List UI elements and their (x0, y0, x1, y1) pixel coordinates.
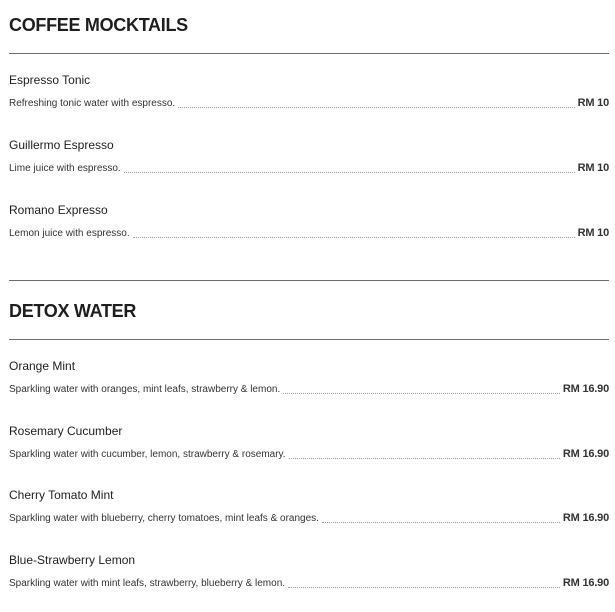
item-price: RM 10 (577, 227, 609, 239)
item-description: Sparkling water with blueberry, cherry tomatoes, mint leafs & oranges. (9, 513, 319, 524)
item-price: RM 16.90 (562, 448, 609, 460)
dotted-leader (178, 107, 574, 108)
menu-item[interactable] (9, 73, 609, 110)
item-price: RM 10 (577, 97, 609, 109)
menu-item[interactable] (9, 553, 609, 590)
section-title: DETOX WATER (9, 301, 137, 321)
item-row (9, 161, 609, 175)
item-row (9, 447, 609, 461)
item-name: Cherry Tomato Mint (9, 488, 114, 502)
dotted-leader (322, 522, 560, 523)
section-title: COFFEE MOCKTAILS (9, 15, 188, 35)
menu-item[interactable] (9, 138, 609, 175)
item-description: Sparkling water with cucumber, lemon, strawberry & rosemary. (9, 449, 286, 460)
menu-item[interactable] (9, 359, 609, 396)
item-row (9, 511, 609, 525)
item-description: Sparkling water with mint leafs, strawberry, blueberry & lemon. (9, 578, 286, 589)
menu-item[interactable] (9, 488, 609, 525)
item-description: Lime juice with espresso. (9, 163, 121, 174)
item-name: Rosemary Cucumber (9, 424, 123, 438)
item-row (9, 382, 609, 396)
dotted-leader (283, 393, 560, 394)
section-separator (9, 280, 609, 281)
item-name: Blue-Strawberry Lemon (9, 553, 136, 567)
item-price: RM 16.90 (562, 512, 609, 524)
item-price: RM 16.90 (562, 577, 609, 589)
dotted-leader (124, 172, 575, 173)
item-row (9, 576, 609, 590)
item-row (9, 226, 609, 240)
item-description: Sparkling water with oranges, mint leafs, strawberry & lemon. (9, 384, 281, 395)
item-name: Espresso Tonic (9, 73, 91, 87)
menu-item[interactable] (9, 203, 609, 240)
dotted-leader (289, 458, 560, 459)
section-divider (9, 53, 609, 54)
item-row (9, 96, 609, 110)
dotted-leader (288, 587, 560, 588)
item-name: Guillermo Espresso (9, 138, 114, 152)
menu-item[interactable] (9, 424, 609, 461)
section-divider (9, 339, 609, 340)
item-name: Orange Mint (9, 359, 76, 373)
item-price: RM 16.90 (562, 383, 609, 395)
item-description: Lemon juice with espresso. (9, 228, 130, 239)
item-price: RM 10 (577, 162, 609, 174)
dotted-leader (133, 237, 575, 238)
item-name: Romano Expresso (9, 203, 108, 217)
item-description: Refreshing tonic water with espresso. (9, 98, 176, 109)
